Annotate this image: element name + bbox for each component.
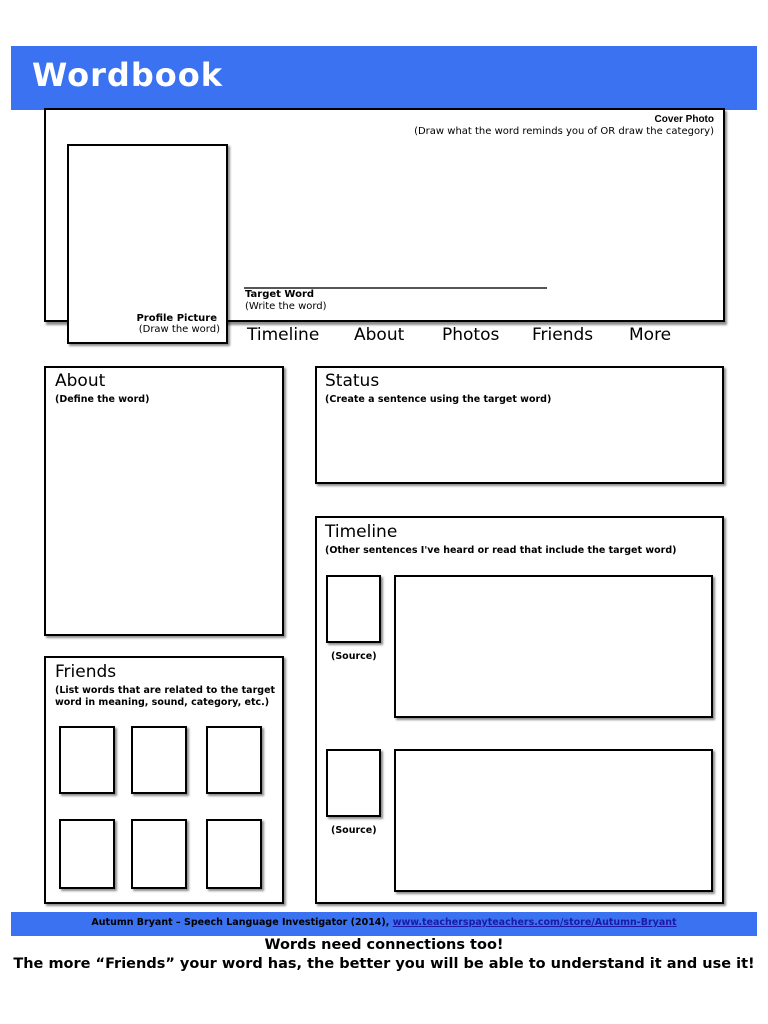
target-word-title: Target Word [245, 289, 315, 300]
about-title: About [55, 371, 106, 391]
tagline-line2: The more “Friends” your word has, the better you will be able to understand it and use it! [13, 956, 755, 972]
footer-store-link[interactable]: www.teacherspayteachers.com/store/Autumn-Bryant [392, 917, 677, 928]
tab-more[interactable]: More [629, 325, 672, 345]
profile-picture-title: Profile Picture [136, 313, 217, 324]
status-instructions: (Create a sentence using the target word) [325, 394, 552, 405]
footer-credit-text: Autumn Bryant – Speech Language Investigator (2014), [91, 917, 393, 928]
timeline-sentence-box[interactable] [394, 575, 713, 718]
friend-box[interactable] [131, 819, 187, 889]
about-instructions: (Define the word) [55, 394, 150, 405]
timeline-title: Timeline [325, 522, 398, 542]
tab-timeline[interactable]: Timeline [247, 325, 320, 345]
cover-photo-instructions: (Draw what the word reminds you of OR draw the category) [414, 126, 714, 137]
friends-instructions-line2: word in meaning, sound, category, etc.) [55, 697, 270, 708]
timeline-source-box[interactable] [326, 749, 381, 817]
friend-box[interactable] [59, 819, 115, 889]
tagline-line1: Words need connections too! [264, 937, 504, 953]
friends-instructions-line1: (List words that are related to the target [55, 685, 276, 696]
friends-title: Friends [55, 662, 117, 682]
about-box[interactable] [44, 366, 284, 636]
friend-box[interactable] [131, 726, 187, 794]
timeline-source-label: (Source) [331, 825, 377, 836]
timeline-source-label: (Source) [331, 651, 377, 662]
page-title: Wordbook [32, 56, 223, 94]
tab-photos[interactable]: Photos [442, 325, 500, 345]
status-title: Status [325, 371, 380, 391]
profile-picture-instructions: (Draw the word) [138, 324, 220, 335]
friend-box[interactable] [206, 726, 262, 794]
cover-photo-title: Cover Photo [654, 114, 714, 125]
footer-credit [11, 917, 757, 928]
friend-box[interactable] [206, 819, 262, 889]
tab-about[interactable]: About [354, 325, 405, 345]
tab-friends[interactable]: Friends [532, 325, 594, 345]
target-word-instructions: (Write the word) [245, 301, 327, 312]
timeline-instructions: (Other sentences I've heard or read that include the target word) [325, 545, 677, 556]
timeline-source-box[interactable] [326, 575, 381, 643]
friend-box[interactable] [59, 726, 115, 794]
timeline-sentence-box[interactable] [394, 749, 713, 892]
